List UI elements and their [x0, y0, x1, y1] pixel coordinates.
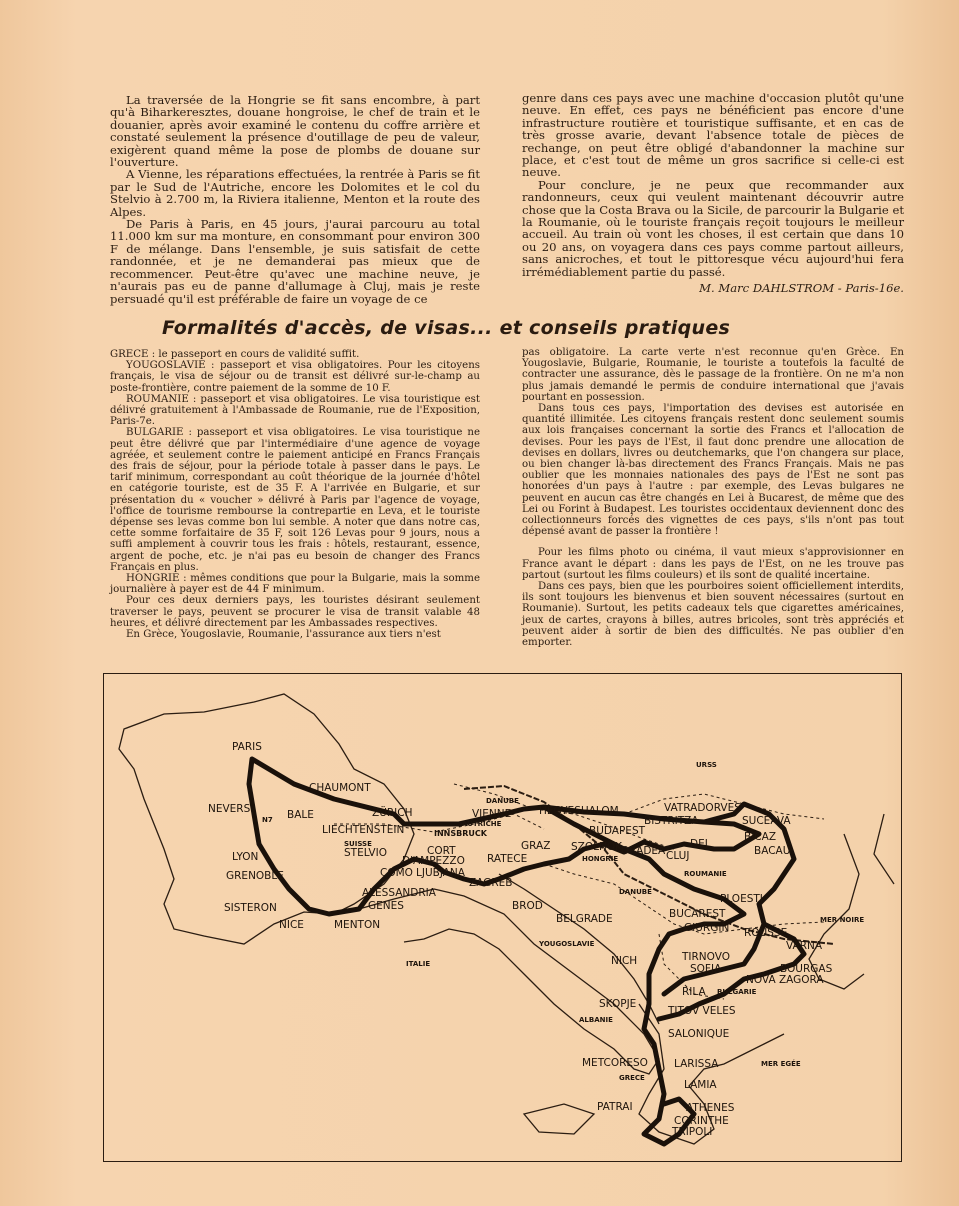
city-label: VARNA: [786, 940, 823, 952]
city-label: NOVA ZAGORA: [746, 974, 824, 986]
city-label: ZAGREB: [469, 877, 513, 889]
paragraph: YOUGOSLAVIE : passeport et visa obligatoires. Pour les citoyens français, le visa de séjour ou de transit est délivré sur-le-champ au poste-frontière, contre paiement de la somme de 10 F.: [110, 360, 480, 394]
city-label: BELGRADE: [556, 913, 613, 925]
italy-coast: [359, 889, 659, 1074]
country-label: URSS: [696, 761, 717, 769]
paragraph: genre dans ces pays avec une machine d'occasion plutôt qu'une neuve. En effet, ces pays ne bénéficient pas encore d'une infrastructure routière et touristique suffisante, et en cas de très grosse avarie, devant l'absence totale de pièces de rechange, on peut être obligé d'abandonner la machine sur place, et c'est tout de même un gros sacrifice si celle-ci est neuve.: [522, 91, 904, 180]
paragraph: ROUMANIE : passeport et visa obligatoires. Le visa touristique est délivré gratuitement à l'Ambassade de Roumanie, rue de l'Exposition, Paris-7e.: [110, 393, 480, 428]
country-label: HONGRIE: [582, 855, 619, 863]
country-label: ROUMANIE: [684, 870, 727, 878]
city-label: BOURGAS: [780, 963, 833, 975]
sea-label: MER NOIRE: [820, 916, 865, 924]
city-label: CLUJ: [666, 850, 690, 862]
city-label: BROD: [512, 900, 543, 912]
sea-label: MER EGÉE: [761, 1060, 801, 1068]
country-label: YOUGOSLAVIE: [539, 940, 595, 948]
city-label: BUDAPEST: [589, 825, 646, 837]
city-label: METCORESO: [582, 1057, 648, 1069]
paragraph: GRECE : le passeport en cours de validité suffit.: [110, 349, 360, 360]
city-label: CORINTHE: [674, 1115, 729, 1127]
paragraph: pas obligatoire. La carte verte n'est reconnue qu'en Grèce. En Yougoslavie, Bulgarie, Roumanie, le touriste a toutefois la faculté de contracter une assurance, dès le passage de la frontière. On ne m'a non plus jamais demandé le permis de conduire international que j'avais pourtant en possession.: [522, 347, 904, 403]
city-label: VATRADORVES: [664, 802, 741, 814]
article-column-right: [522, 92, 904, 295]
city-label: SZOLNOK: [571, 841, 622, 853]
city-label: SOFIA: [690, 963, 722, 975]
city-label: LAMIA: [684, 1079, 717, 1091]
formalities-column-left: [110, 349, 480, 640]
paragraph: De Paris à Paris, en 45 jours, j'aurai parcouru au total 11.000 km sur ma monture, en consommant pour environ 300 F de mélange. Dans l'ensemble, je suis satisfait de cette randonnée, et je ne demanderai pas mieux que de recommencer. Peut-être qu'avec une machine neuve, je n'aurais pas eu de panne d'allumage à Cluj, mais je reste persuadé qu'il est préférable de faire un voyage de ce: [110, 217, 480, 306]
paragraph: HONGRIE : mêmes conditions que pour la Bulgarie, mais la somme journalière à payer est de 44 F minimum.: [110, 573, 480, 596]
city-label: COMO: [380, 867, 413, 879]
paragraph: Pour ces deux derniers pays, les touristes désirant seulement traverser le pays, peuvent se procurer le visa de transit valable 48 heures, et délivré directement par les Ambassades respectives.: [110, 595, 480, 629]
paragraph: Dans ces pays, bien que les pourboires soient officiellement interdits, ils sont toujours les bienvenus et bien souvent nécessaires (surtout en Roumanie). Surtout, les petits cadeaux tels que cigarettes américaines, jeux de cartes, crayons à billes, autres bricoles, sont très appréciés et peuvent aider à sortir de bien des difficultés. Ne pas oublier d'en emporter.: [522, 581, 904, 649]
europe-route-map: [104, 674, 901, 1161]
country-label: BULGARIE: [717, 988, 757, 996]
city-label: HEGYESHALOM: [539, 805, 619, 817]
city-label: D'AMPEZZO: [402, 855, 465, 867]
paragraph: En Grèce, Yougoslavie, Roumanie, l'assurance aux tiers n'est: [126, 629, 441, 641]
city-label: TRIPOLI: [672, 1126, 713, 1138]
city-label: RILA: [682, 986, 706, 998]
country-label: GRECE: [619, 1074, 645, 1082]
city-label: CHAUMONT: [309, 782, 371, 794]
city-label: CORT: [427, 845, 456, 857]
city-label: TIRNOVO: [682, 951, 731, 963]
article-column-left: [110, 94, 480, 305]
city-label: BISTRITZA: [644, 815, 699, 827]
city-label: BALE: [287, 809, 314, 821]
city-label: NICE: [279, 919, 304, 931]
city-label: DEJ: [690, 838, 708, 850]
city-label: TITOV VELES: [668, 1005, 736, 1017]
city-label: RATECE: [487, 853, 528, 865]
paragraph: A Vienne, les réparations effectuées, la rentrée à Paris se fit par le Sud de l'Autriche, encore les Dolomites et le col du Stelvio à 2.700 m, la Riviera italienne, Menton et la route des Alpes.: [110, 167, 480, 219]
country-label: SUISSE: [344, 840, 372, 848]
author-signature: M. Marc DAHLSTROM - Paris-16e.: [699, 281, 904, 296]
river-label: DANUBE: [619, 888, 652, 896]
paragraph: Dans tous ces pays, l'importation des devises est autorisée en quantité illimitée. Les citoyens français restent donc seulement soumis aux lois françaises concernant la sortie des Francs et l'allocation de devises. Pour les pays de l'Est, il faut donc prendre une allocation de devises en dollars, livres ou deutchemarks, que l'on changera sur place, ou bien changer là-bas directement des Francs Français. Mais ne pas oublier que les monnaies nationales des pays de l'Est ne sont pas honorées d'un pays à l'autre : par exemple, des Levas bulgares ne peuvent en aucun cas être changés en Lei à Bucarest, de même que des Lei ou Forint à Budapest. Les touristes occidentaux deviennent donc des collectionneurs forcés des vignettes de ces pays, s'ils n'ont pas tout dépensé avant de passer la frontière !: [522, 403, 904, 538]
formalities-column-right: [522, 347, 904, 648]
country-label: ITALIE: [406, 960, 431, 968]
route-map: [103, 673, 902, 1162]
city-label: LIECHTENSTEIN: [322, 824, 405, 836]
city-label: PLOESTI: [720, 893, 763, 905]
city-label: PATRAI: [597, 1101, 633, 1113]
city-label: LJUBJANA: [416, 867, 465, 879]
city-label: ZÜRICH: [372, 807, 413, 819]
city-label: GRAZ: [521, 840, 551, 852]
city-label: LYON: [232, 851, 259, 863]
city-label: SALONIQUE: [668, 1028, 730, 1040]
city-label: MENTON: [334, 919, 381, 931]
city-label: GENES: [368, 900, 404, 912]
urss-border: [874, 814, 894, 884]
city-label: ALESSANDRIA: [362, 887, 436, 899]
paragraph: Pour conclure, je ne peux que recommander aux randonneurs, ceux qui veulent maintenant découvrir autre chose que la Costa Brava ou la Sicile, de parcourir la Bulgarie et la Roumanie, où le touriste français reçoit toujours le meilleur accueil. Au train où vont les choses, il est certain que dans 10 ou 20 ans, on voyagera dans ces pays comme partout ailleurs, sans anicroches, et tout le pittoresque vécu aujourd'hui fera irrémédiablement partie du passé.: [522, 177, 904, 279]
city-label: SKOPJE: [599, 998, 637, 1010]
city-label: LARISSA: [674, 1058, 719, 1070]
sicily-coast: [524, 1104, 594, 1134]
city-label: PARIS: [232, 741, 262, 753]
city-label: SUCEAVA: [742, 815, 791, 827]
city-label: GIURGIN: [684, 922, 730, 934]
city-label: ATHENES: [686, 1102, 735, 1114]
paragraph: La traversée de la Hongrie se fit sans encombre, à part qu'à Biharkeresztes, douane hongroise, le chef de train et le douanier, après avoir examiné le contenu du coffre arrière et constaté seulement la présence d'outillage de peu de valeur, exigèrent quand même la pose de plombs de douane sur l'ouverture.: [110, 93, 480, 170]
city-label: BACAU: [754, 845, 791, 857]
paragraph: Pour les films photo ou cinéma, il vaut mieux s'approvisionner en France avant le départ : dans les pays de l'Est, on ne les trouve pas partout (surtout les films couleurs) et ils sont de qualité incertaine.: [522, 547, 904, 581]
city-label: SISTERON: [224, 902, 277, 914]
city-label: GRENOBLE: [226, 870, 284, 882]
city-label: BUCAREST: [669, 908, 726, 920]
country-label: AUTRICHE: [462, 820, 502, 828]
city-label: NICH: [611, 955, 638, 967]
road-label: N7: [262, 816, 273, 824]
river-label: DANUBE: [486, 797, 519, 805]
section-title: Formalités d'accès, de visas... et conseils pratiques: [162, 317, 731, 339]
city-label: ORADEA: [621, 845, 666, 857]
city-label: ROUSSE: [744, 927, 788, 939]
country-label: ALBANIE: [579, 1016, 613, 1024]
paragraph: BULGARIE : passeport et visa obligatoires. Le visa touristique ne peut être délivré que par l'intermédiaire d'une agence de voyage agréée, et seulement contre le paiement anticipé en Francs Français des frais de séjour, pour la période totale à passer dans le pays. Le tarif minimum, correspondant au coût théorique de la journée d'hôtel en catégorie touriste, est de 35 F. A l'arrivée en Bulgarie, et sur présentation du « voucher » délivré à Paris par l'agence de voyage, l'office de tourisme rembourse la contrepartie en Leva, et le touriste dépense ses levas comme bon lui semble. A noter que dans notre cas, cette somme forfaitaire de 35 F, soit 126 Levas pour 9 jours, nous a suffi amplement à couvrir tous les frais : hôtels, restaurant, essence, argent de poche, etc. je n'ai pas eu besoin de changer des Francs Français en plus.: [110, 427, 480, 573]
city-label: VIENNE: [472, 808, 512, 820]
city-label: BICAZ: [744, 831, 777, 843]
city-label: STELVIO: [344, 847, 387, 859]
city-label: NEVERS: [208, 803, 251, 815]
city-label: INNSBRUCK: [434, 829, 487, 838]
